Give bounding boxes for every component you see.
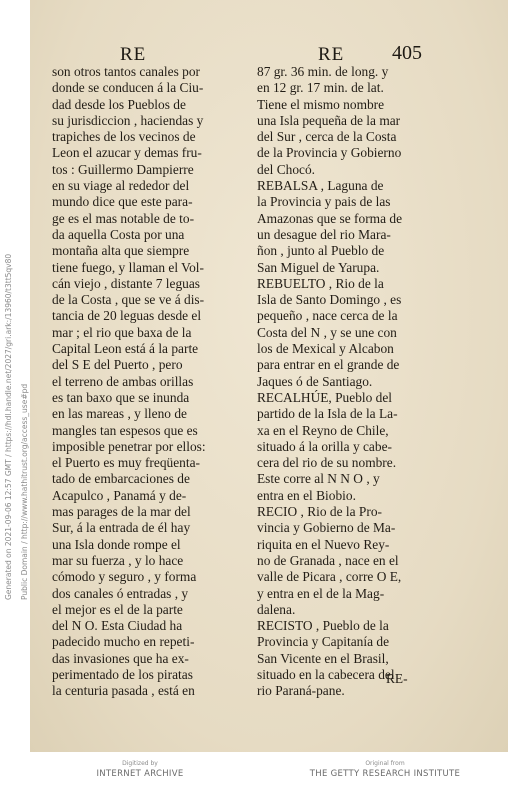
right-column-line: San Miguel de Yarupa. [257, 259, 380, 275]
right-column-line: un desague del rio Mara- [257, 226, 391, 242]
catchword: RE- [386, 671, 408, 686]
right-column-line: Amazonas que se forma de [257, 210, 403, 226]
left-column-line: del S E del Puerto , pero [52, 357, 183, 373]
left-column-line: ge es el mas notable de to- [52, 210, 195, 226]
footer-original-from [290, 760, 480, 779]
left-column-line: su jurisdiccion , haciendas y [52, 112, 204, 128]
watermark-line-public-domain: Public Domain / http://www.hathitrust.org/access_use#pd [20, 383, 30, 600]
right-text-column [257, 64, 433, 700]
right-column-line: Tiene el mismo nombre [257, 96, 385, 112]
left-column-line: tado de embarcaciones de [52, 471, 190, 487]
left-column-line: trapiches de los vecinos de [52, 129, 196, 145]
right-column-line: REBUELTO , Rio de la [257, 275, 384, 291]
right-column-line: y entra en el de la Mag- [257, 585, 385, 601]
right-column-line: Isla de Santo Domingo , es [257, 292, 402, 308]
right-column-line: RECALHÚE, Pueblo del [257, 389, 393, 405]
right-column-line: ñon , junto al Pueblo de [257, 243, 385, 259]
left-column-line: mar ; el rio que baxa de la [52, 324, 192, 340]
right-column-line: Jaques ó de Santiago. [257, 373, 373, 389]
left-column-line: cómodo y seguro , y forma [52, 569, 197, 585]
left-column-line: son otros tantos canales por [52, 64, 201, 79]
left-column-line: da aquella Costa por una [52, 226, 185, 242]
left-column-line: mas parages de la mar del [52, 504, 191, 520]
right-column-line: del Sur , cerca de la Costa [257, 129, 397, 145]
watermark-line-generated: Generated on 2021-09-06 12:57 GMT / https://hdl.handle.net/2027/gri.ark:/13960/t3tt5qv80 [4, 253, 13, 600]
right-column-line: cera del rio de su nombre. [257, 455, 397, 471]
right-column-line: para entrar en el grande de [257, 357, 400, 373]
right-column-line: una Isla pequeña de la mar [257, 112, 401, 128]
footer-left-logo-text: INTERNET ARCHIVE [96, 769, 184, 779]
left-column-line: mar su fuerza , y lo hace [52, 552, 184, 568]
left-column-line: dad desde los Pueblos de [52, 96, 186, 112]
left-column-line: es tan baxo que se inunda [52, 389, 190, 405]
left-column-line: Acapulco , Panamá y de- [52, 487, 187, 503]
left-column-line: donde se conducen á la Ciu- [52, 80, 204, 96]
left-column-line: das invasiones que ha ex- [52, 650, 189, 666]
left-column-line: en las mareas , y lleno de [52, 406, 187, 422]
left-column-line: cán viejo , distante 7 leguas [52, 275, 200, 291]
right-column-line: REBALSA , Laguna de [257, 178, 384, 194]
footer-digitized-by [60, 760, 220, 779]
left-column-line: una Isla donde rompe el [52, 536, 181, 552]
right-column-line: dalena. [257, 601, 296, 617]
footer-right-logo-text: THE GETTY RESEARCH INSTITUTE [309, 769, 461, 779]
right-column-line: pequeño , nace cerca de la [257, 308, 398, 324]
right-column-line: situado á la orilla y cabe- [257, 438, 392, 454]
right-column-line: entra en el Biobio. [257, 487, 356, 503]
right-column-line: xa en el Reyno de Chile, [257, 422, 389, 438]
left-column-line: padecido mucho en repeti- [52, 634, 195, 650]
left-column-line: la centuria pasada , está en [52, 683, 195, 699]
footer-right-caption: Original from [365, 760, 405, 767]
right-column-line: San Vicente en el Brasil, [257, 650, 389, 666]
left-column-line: mundo dice que este para- [52, 194, 193, 210]
right-column-line: no de Granada , nace en el [257, 552, 399, 568]
left-column-line: el terreno de ambas orillas [52, 373, 194, 389]
left-column-line: de la Costa , que se ve á dis- [52, 292, 205, 308]
running-head-left: RE [120, 44, 147, 65]
right-column-line: los de Mexical y Alcabon [257, 341, 394, 357]
right-column-line: en 12 gr. 17 min. de lat. [257, 80, 384, 96]
left-column-line: tos : Guillermo Dampierre [52, 161, 194, 177]
right-column-line: Este corre al N N O , y [257, 471, 380, 487]
right-column-line: riquita en el Nuevo Rey- [257, 536, 390, 552]
running-head-right: RE [318, 44, 345, 65]
left-column-line: mangles tan espesos que es [52, 422, 198, 438]
page-number: 405 [392, 42, 422, 64]
left-column-line: tiene fuego, y llaman el Vol- [52, 259, 204, 275]
right-column-line: rio Paraná-pane. [257, 683, 345, 699]
left-column-line: del N O. Esta Ciudad ha [52, 618, 183, 634]
left-column-line: imposible penetrar por ellos: [52, 438, 206, 454]
right-column-line: valle de Picara , corre O E, [257, 569, 402, 585]
right-column-line: RECISTO , Pueblo de la [257, 618, 389, 634]
left-column-line: dos canales ó entradas , y [52, 585, 189, 601]
left-text-column [52, 64, 242, 700]
left-column-line: Leon el azucar y demas fru- [52, 145, 202, 161]
right-column-line: vincia y Gobierno de Ma- [257, 520, 396, 536]
left-column-line: el Puerto es muy freqüenta- [52, 455, 200, 471]
right-column-line: RECIO , Rio de la Pro- [257, 504, 382, 520]
right-column-line: 87 gr. 36 min. de long. y [257, 64, 389, 79]
margin-watermark [4, 254, 37, 600]
left-column-line: tancia de 20 leguas desde el [52, 308, 202, 324]
left-column-line: en su viage al rededor del [52, 178, 190, 194]
left-column-line: montaña alta que siempre [52, 243, 190, 259]
right-column-line: de la Provincia y Gobierno [257, 145, 402, 161]
left-column-line: perimentado de los piratas [52, 666, 193, 682]
right-column-line: partido de la Isla de la La- [257, 406, 398, 422]
footer-left-caption: Digitized by [122, 760, 158, 767]
right-column-line: del Chocó. [257, 161, 316, 177]
left-column-line: el mejor es el de la parte [52, 601, 183, 617]
right-column-line: Costa del N , y se une con [257, 324, 397, 340]
right-column-line: Provincia y Capitanía de [257, 634, 390, 650]
left-column-line: Capital Leon está á la parte [52, 341, 199, 357]
right-column-line: situado en la cabecera del [257, 666, 395, 682]
left-column-line: Sur, á la entrada de él hay [52, 520, 191, 536]
right-column-line: la Provincia y pais de las [257, 194, 391, 210]
